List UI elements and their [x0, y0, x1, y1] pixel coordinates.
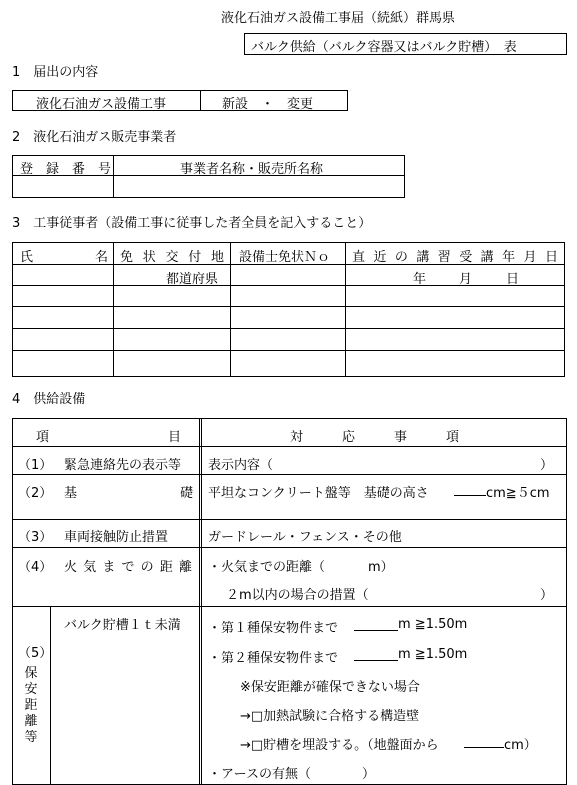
- fire-distance-field[interactable]: [336, 554, 368, 571]
- earth-presence-field[interactable]: [320, 761, 362, 778]
- row4-line2: ２m以内の場合の措置（: [226, 588, 369, 603]
- course-date-month: 月: [459, 272, 473, 287]
- row5-line1-unit: m ≧1.50m: [398, 617, 468, 632]
- burial-depth-field[interactable]: [464, 734, 504, 748]
- dealer-name-field[interactable]: [115, 177, 403, 196]
- row3-text: ガードレール・フェンス・その他: [208, 530, 402, 545]
- course-date-year: 年: [413, 272, 427, 287]
- form-title: 液化石油ガス設備工事届（続紙）群馬県: [221, 11, 456, 26]
- row5-line3: ※保安距離が確保できない場合: [240, 680, 420, 695]
- row2-unit: cm≧５cm: [486, 486, 550, 501]
- license-place-header: 免状交付地: [120, 250, 224, 265]
- work-type-value[interactable]: 新設 ・ 変更: [222, 97, 314, 112]
- row5-line1: ・第１種保安物件まで: [208, 621, 339, 636]
- dealer-reg-no-header: 登 録 番 号: [20, 162, 112, 177]
- row1-close-paren: ）: [540, 458, 554, 473]
- row5-sub-item: バルク貯槽１ｔ未満: [64, 618, 181, 633]
- row1-content-field[interactable]: [290, 452, 540, 469]
- row4-line2-close: ）: [540, 588, 554, 603]
- dealer-name-header: 事業者名称・販売所名称: [180, 162, 324, 177]
- license-place-subheader: 都道府県: [166, 272, 219, 287]
- item-header-b: 目: [168, 430, 182, 445]
- class2-distance-field[interactable]: [354, 647, 398, 661]
- course-date-header: 直近の講習受講年月日: [352, 250, 558, 265]
- row5-line2: ・第２種保安物件まで: [208, 651, 339, 666]
- row5-line5-unit: cm）: [504, 738, 537, 753]
- worker-name-header-a: 氏: [20, 250, 34, 265]
- section2-heading: 2 液化石油ガス販売事業者: [12, 130, 177, 145]
- license-no-header: 設備士免状Ｎｏ: [239, 250, 331, 265]
- worker-name-header-b: 名: [95, 250, 109, 265]
- section4-heading: 4 供給設備: [12, 392, 86, 407]
- work-type-label: 液化石油ガス設備工事: [36, 97, 167, 112]
- item-header-a: 項: [36, 430, 50, 445]
- fire-measures-field[interactable]: [384, 582, 540, 599]
- row2-number: （2）: [18, 486, 53, 501]
- foundation-height-field[interactable]: [454, 482, 486, 496]
- row4-line1-unit: m）: [368, 560, 394, 575]
- row2-text: 平坦なコンクリート盤等 基礎の高さ: [208, 486, 429, 501]
- form-subtitle: バルク供給（バルク容器又はバルク貯槽） 表: [251, 40, 517, 55]
- row5-line2-unit: m ≧1.50m: [398, 647, 468, 662]
- row5-line4[interactable]: →□加熱試験に合格する構造壁: [240, 709, 420, 724]
- row1-item: 緊急連絡先の表示等: [64, 458, 182, 473]
- section3-heading: 3 工事従事者（設備工事に従事した者全員を記入すること）: [12, 216, 372, 231]
- row3-item: 車両接触防止措置: [64, 530, 169, 545]
- row5-line5[interactable]: →□貯槽を埋設する。（地盤面から: [240, 738, 439, 753]
- row2-item-b: 礎: [180, 486, 194, 501]
- row1-number: （1）: [18, 458, 53, 473]
- row3-number: （3）: [18, 530, 53, 545]
- class1-distance-field[interactable]: [354, 617, 398, 631]
- row5-line6-close: ）: [362, 767, 376, 782]
- row1-text: 表示内容（: [208, 458, 274, 473]
- row5-line6: ・アースの有無（: [208, 767, 311, 782]
- row5-number: （5）: [18, 646, 53, 661]
- row5-vertical-label: 保安距離等: [24, 666, 38, 745]
- measures-header: 対 応 事 項: [290, 430, 460, 445]
- row4-item: 火気までの距離: [64, 560, 192, 575]
- course-date-day: 日: [506, 272, 520, 287]
- row4-line1: ・火気までの距離（: [208, 560, 326, 575]
- section1-heading: 1 届出の内容: [12, 65, 99, 80]
- row2-item: 基: [64, 486, 78, 501]
- row4-number: （4）: [18, 560, 53, 575]
- dealer-reg-no-field[interactable]: [14, 177, 111, 196]
